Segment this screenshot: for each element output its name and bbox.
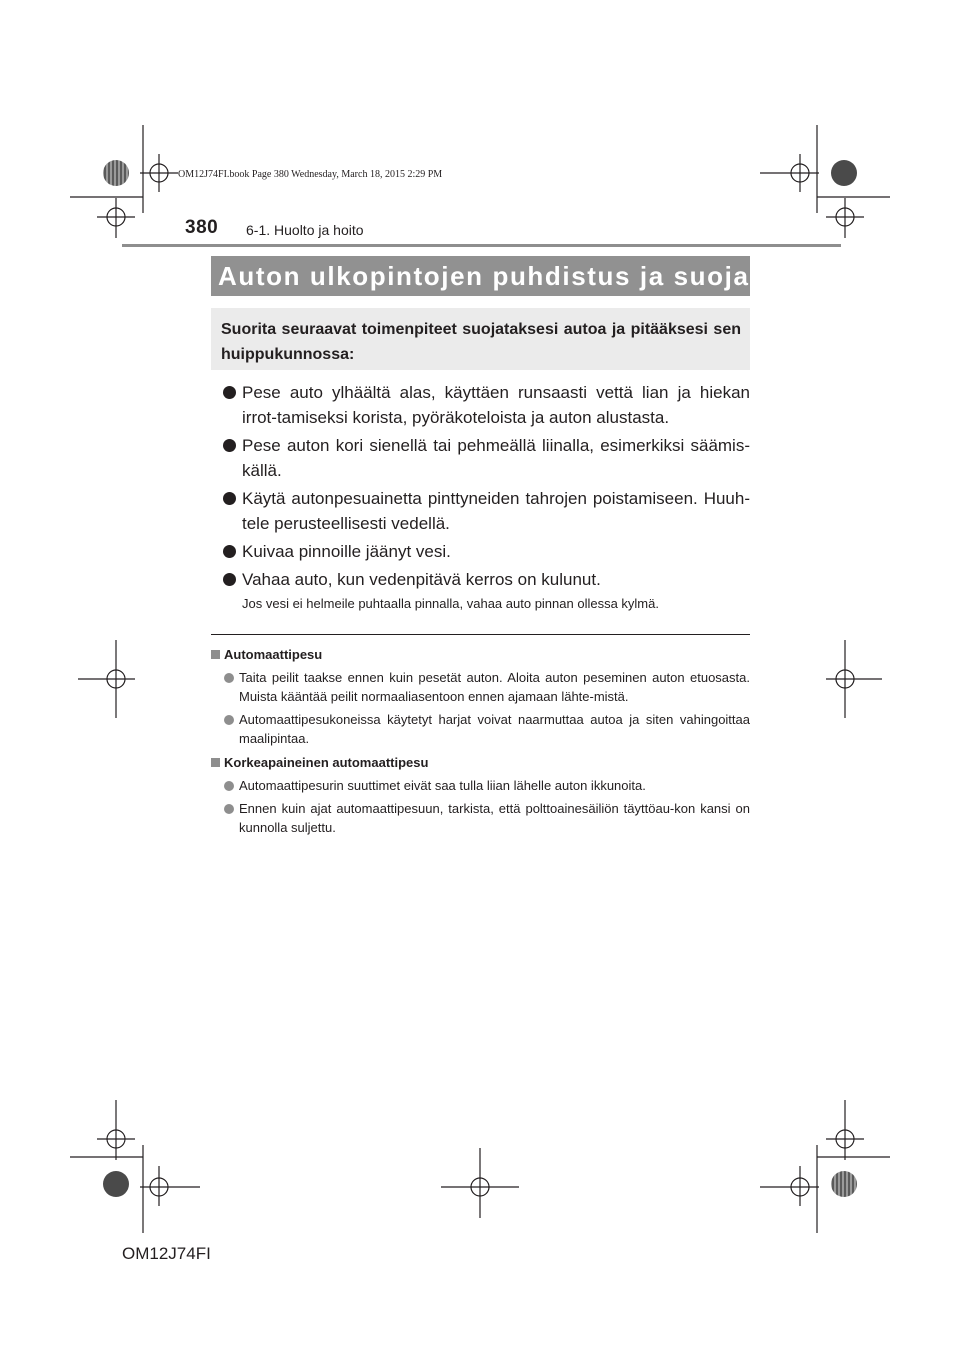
info-heading-text: Automaattipesu [224, 647, 323, 662]
section-label: 6-1. Huolto ja hoito [246, 222, 364, 238]
registration-target [140, 1166, 200, 1206]
list-item [222, 486, 750, 536]
book-info: OM12J74FI.book Page 380 Wednesday, March 18, 2015 2:29 PM [178, 169, 443, 180]
bullet-dot-icon [223, 439, 236, 452]
footer-doc-code: OM12J74FI [122, 1244, 211, 1263]
info-heading [211, 646, 750, 664]
info-item-text: Automaattipesukoneissa käytetyt harjat voivat naarmuttaa autoa ja siten vahingoittaa maalipintaa. [239, 712, 750, 746]
registration-target [78, 640, 135, 718]
info-item-text: Taita peilit taakse ennen kuin pesetät auton. Aloita auton peseminen auton etuosasta. Muista kääntää peilit normaaliasentoon ennen ajamaan lähte-mistä. [239, 670, 750, 704]
info-heading-text: Korkeapaineinen automaattipesu [224, 755, 429, 770]
list-item-text: Käytä autonpesuainetta pinttyneiden tahrojen poistamiseen. Huuh-tele perusteellisesti vedellä. [242, 489, 750, 533]
info-section [211, 646, 750, 748]
registration-target [760, 154, 819, 192]
registration-target [97, 198, 135, 238]
info-item [211, 710, 750, 748]
info-item-text: Ennen kuin ajat automaattipesuun, tarkista, että polttoainesäiliön täyttöau-kon kansi on kunnolla suljettu. [239, 801, 750, 835]
info-heading [211, 754, 750, 772]
registration-target [826, 198, 864, 238]
square-bullet-icon [211, 650, 220, 659]
list-item [222, 539, 750, 564]
intro-text: Suorita seuraavat toimenpiteet suojataksesi autoa ja pitääksesi sen huippukunnossa: [221, 321, 741, 363]
info-section [211, 754, 750, 837]
list-item-text: Pese auton kori sienellä tai pehmeällä liinalla, esimerkiksi säämis-källä. [242, 436, 750, 480]
list-item-text: Kuivaa pinnoille jäänyt vesi. [242, 542, 451, 561]
info-item [211, 668, 750, 706]
bullet-dot-icon [223, 386, 236, 399]
info-item [211, 799, 750, 837]
bullet-dot-icon [224, 781, 234, 791]
info-item [211, 776, 750, 795]
bullet-note: Jos vesi ei helmeile puhtaalla pinnalla, vahaa auto pinnan ollessa kylmä. [242, 596, 659, 611]
bullet-dot-icon [224, 673, 234, 683]
bullet-dot-icon [223, 492, 236, 505]
registration-target [760, 1166, 819, 1206]
page-title: Auton ulkopintojen puhdistus ja suojaus [218, 260, 784, 291]
registration-target [140, 154, 178, 192]
color-registration-circle [103, 1171, 129, 1197]
section-divider [211, 634, 750, 635]
list-item [222, 567, 750, 592]
registration-target [97, 1100, 135, 1160]
intro-box [211, 308, 750, 370]
registration-target [826, 1100, 864, 1160]
bullet-dot-icon [224, 715, 234, 725]
color-registration-circle [103, 160, 129, 186]
header-rule [122, 244, 841, 247]
list-item [222, 380, 750, 430]
bullet-dot-icon [223, 573, 236, 586]
info-item-text: Automaattipesurin suuttimet eivät saa tulla liian lähelle auton ikkunoita. [239, 778, 646, 793]
page-number: 380 [185, 217, 219, 238]
registration-target [441, 1148, 519, 1218]
color-registration-circle [831, 1171, 857, 1197]
title-bar [211, 256, 784, 296]
color-registration-circle [831, 160, 857, 186]
info-sections [211, 642, 750, 843]
list-item-text: Vahaa auto, kun vedenpitävä kerros on kulunut. [242, 570, 601, 589]
bullet-list [222, 380, 750, 613]
square-bullet-icon [211, 758, 220, 767]
list-item [222, 433, 750, 483]
registration-target [826, 640, 882, 718]
list-item-text: Pese auto ylhäältä alas, käyttäen runsaasti vettä lian ja hiekan irrot-tamiseksi korista, pyöräkoteloista ja auton alustasta. [242, 383, 750, 427]
bullet-dot-icon [224, 804, 234, 814]
bullet-dot-icon [223, 545, 236, 558]
